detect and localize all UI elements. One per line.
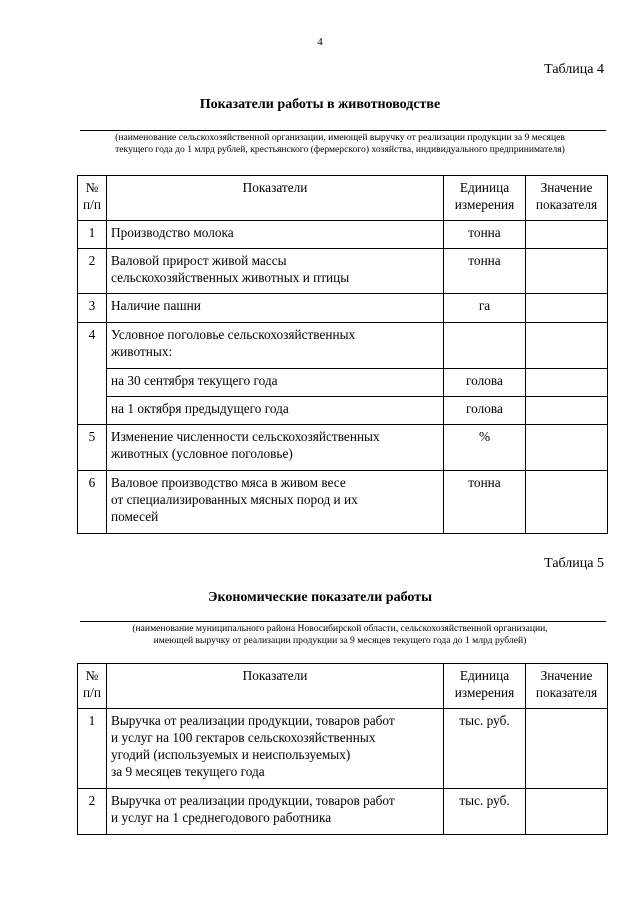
row-num: 1 <box>78 709 107 789</box>
row-value <box>526 789 608 835</box>
table-row <box>78 323 608 369</box>
row-unit: тонна <box>444 221 526 249</box>
row-indicator: Изменение численности сельскохозяйственных животных (условное поголовье) <box>107 425 444 471</box>
row-value <box>526 397 608 425</box>
table5-caption-line2: имеющей выручку от реализации продукции за 9 месяцев текущего года до 1 млрд рублей) <box>153 635 527 646</box>
header-indicator: Показатели <box>107 664 444 709</box>
row-unit: голова <box>444 397 526 425</box>
table5-header-row <box>78 664 608 709</box>
table5-title: Экономические показатели работы <box>207 590 433 605</box>
table-subrow <box>78 369 608 397</box>
row-indicator: Валовое производство мяса в живом весе от специализированных мясных пород и их помесей <box>107 471 444 534</box>
row-value <box>526 221 608 249</box>
table5 <box>77 663 608 835</box>
header-unit: Единица измерения <box>444 176 526 221</box>
header-value: Значение показателя <box>526 664 608 709</box>
table4-caption-line1: (наименование сельскохозяйственной организации, имеющей выручку от реализации продукции за 9 месяцев <box>115 132 565 143</box>
row-value <box>526 709 608 789</box>
page-number: 4 <box>317 36 323 48</box>
table-row <box>78 471 608 534</box>
table5-caption <box>40 623 640 647</box>
row-unit: га <box>444 294 526 323</box>
row-unit: % <box>444 425 526 471</box>
row-indicator: Выручка от реализации продукции, товаров работ и услуг на 1 среднегодового работника <box>107 789 444 835</box>
table5-caption-line1: (наименование муниципального района Новосибирской области, сельскохозяйственной организации, <box>132 623 548 634</box>
row-indicator: Производство молока <box>107 221 444 249</box>
row-value <box>526 425 608 471</box>
table4-name-line <box>80 130 606 131</box>
table5-label: Таблица 5 <box>544 556 604 571</box>
row-num: 1 <box>78 221 107 249</box>
table4-caption <box>40 132 640 156</box>
table-subrow <box>78 397 608 425</box>
header-num: № п/п <box>78 176 107 221</box>
row-unit: тонна <box>444 471 526 534</box>
row-indicator: Наличие пашни <box>107 294 444 323</box>
table-row <box>78 294 608 323</box>
table4-header-row <box>78 176 608 221</box>
header-indicator: Показатели <box>107 176 444 221</box>
row-unit: тонна <box>444 249 526 294</box>
row-indicator: Валовой прирост живой массы сельскохозяйственных животных и птицы <box>107 249 444 294</box>
table4 <box>77 175 608 534</box>
table-row <box>78 425 608 471</box>
row-num: 4 <box>78 323 107 425</box>
row-num: 5 <box>78 425 107 471</box>
row-indicator: Выручка от реализации продукции, товаров работ и услуг на 100 гектаров сельскохозяйственных угодий (используемых и неиспользуемых) за 9 месяцев текущего года <box>107 709 444 789</box>
row-value <box>526 249 608 294</box>
row-num: 6 <box>78 471 107 534</box>
row-indicator: на 30 сентября текущего года <box>107 369 444 397</box>
header-num: № п/п <box>78 664 107 709</box>
row-unit: тыс. руб. <box>444 789 526 835</box>
row-unit: голова <box>444 369 526 397</box>
row-num: 3 <box>78 294 107 323</box>
table4-label: Таблица 4 <box>544 62 604 77</box>
header-unit: Единица измерения <box>444 664 526 709</box>
row-value <box>526 323 608 369</box>
table4-title: Показатели работы в животноводстве <box>199 97 441 112</box>
row-indicator: Условное поголовье сельскохозяйственных животных: <box>107 323 444 369</box>
table-row <box>78 249 608 294</box>
table4-caption-line2: текущего года до 1 млрд рублей, крестьянского (фермерского) хозяйства, индивидуального предпринимателя) <box>115 144 565 155</box>
row-num: 2 <box>78 249 107 294</box>
row-value <box>526 369 608 397</box>
table5-name-line <box>80 621 606 622</box>
header-value: Значение показателя <box>526 176 608 221</box>
row-unit <box>444 323 526 369</box>
row-value <box>526 294 608 323</box>
table-row <box>78 221 608 249</box>
row-num: 2 <box>78 789 107 835</box>
row-value <box>526 471 608 534</box>
table-row <box>78 709 608 789</box>
row-unit: тыс. руб. <box>444 709 526 789</box>
table-row <box>78 789 608 835</box>
row-indicator: на 1 октября предыдущего года <box>107 397 444 425</box>
